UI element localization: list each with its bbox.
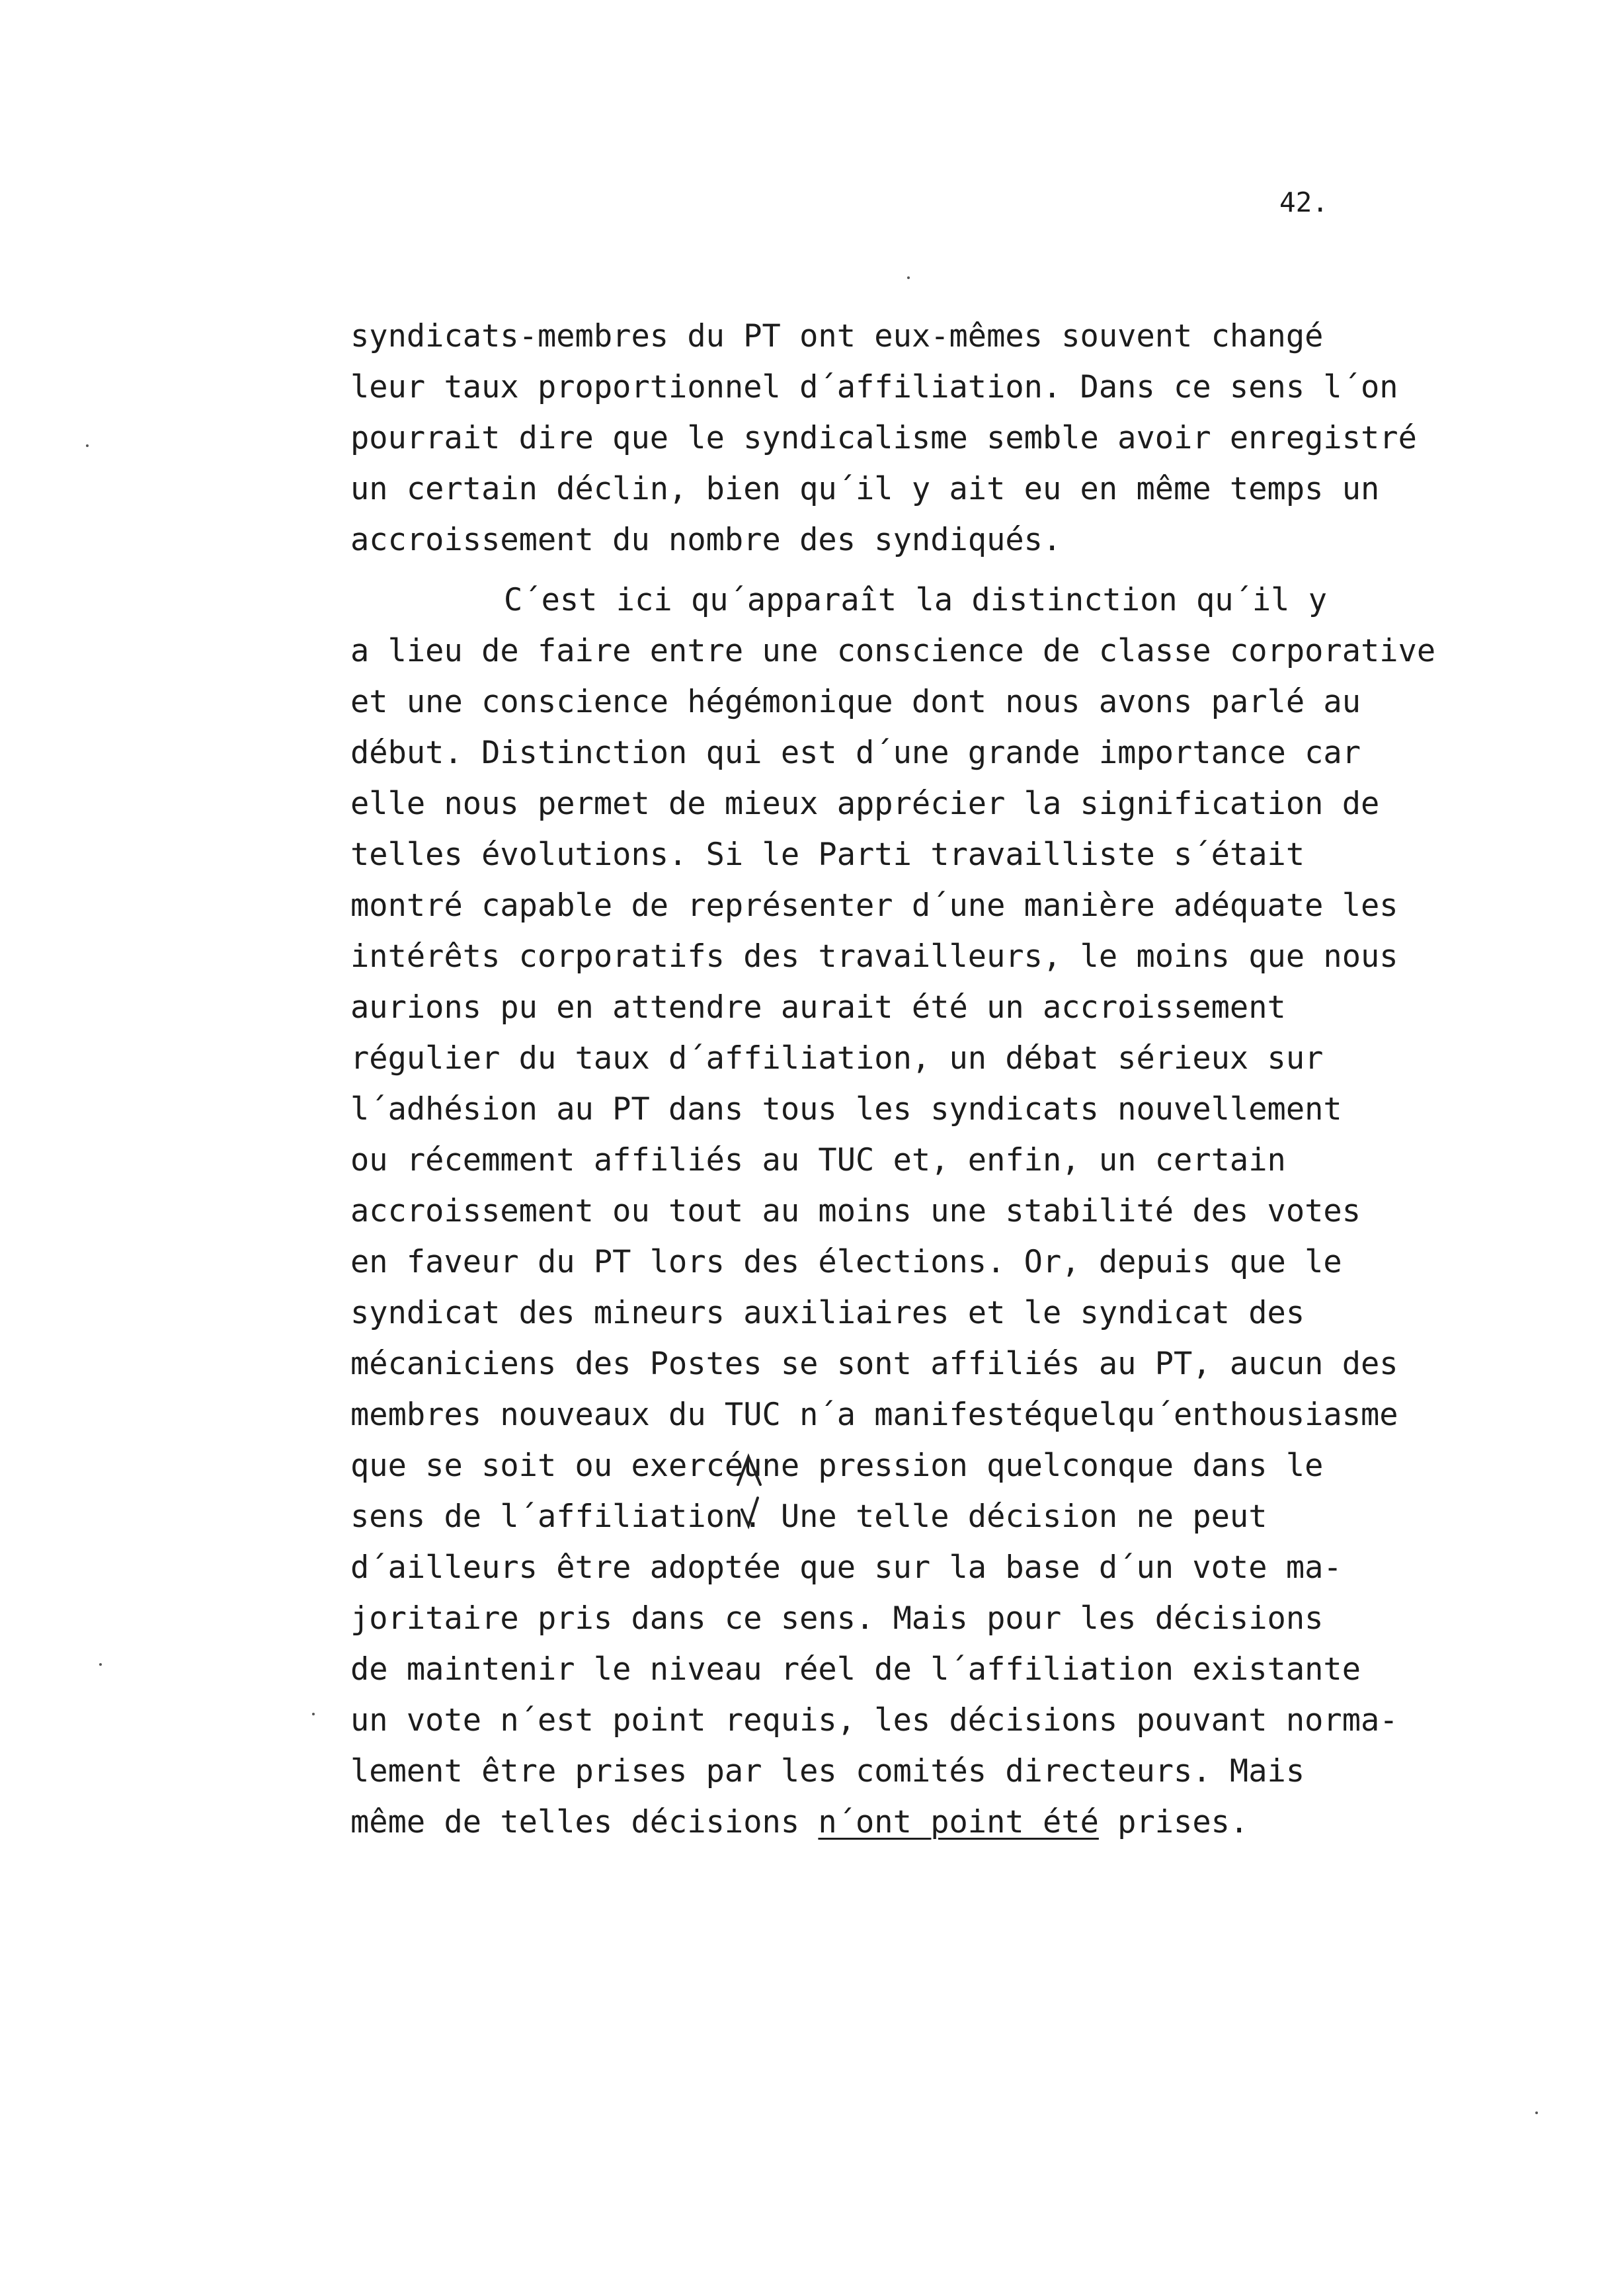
text-line: lement être prises par les comités directeurs. Mais xyxy=(350,1753,1305,1789)
text-line: de maintenir le niveau réel de l´affiliation existante xyxy=(350,1651,1361,1688)
scan-speck xyxy=(1535,2112,1538,2114)
text-line: d´ailleurs être adoptée que sur la base d´un vote ma- xyxy=(350,1549,1342,1586)
text-line: accroissement ou tout au moins une stabilité des votes xyxy=(350,1193,1361,1229)
text-line: accroissement du nombre des syndiqués. xyxy=(350,522,1062,558)
scan-speck xyxy=(907,276,910,279)
paragraph-1 xyxy=(350,311,1527,565)
scan-speck xyxy=(86,444,89,447)
text-line: mécaniciens des Postes se sont affiliés au PT, aucun des xyxy=(350,1346,1398,1382)
text-line: début. Distinction qui est d´une grande importance car xyxy=(350,735,1361,771)
text-line: intérêts corporatifs des travailleurs, le moins que nous xyxy=(350,938,1398,975)
scan-speck xyxy=(312,1713,315,1715)
text-line: a lieu de faire entre une conscience de classe corporative xyxy=(350,633,1436,669)
text-line: elle nous permet de mieux apprécier la signification de xyxy=(350,786,1380,822)
page-number: 42. xyxy=(1279,186,1329,218)
text-line: en faveur du PT lors des élections. Or, depuis que le xyxy=(350,1244,1342,1280)
text-line: un certain déclin, bien qu´il y ait eu en même temps un xyxy=(350,471,1380,507)
underlined-phrase: n´ont point été xyxy=(818,1804,1099,1840)
text-line: l´adhésion au PT dans tous les syndicats nouvellement xyxy=(350,1091,1342,1128)
text-line: leur taux proportionnel d´affiliation. Dans ce sens l´on xyxy=(350,369,1398,405)
text-line: pourrait dire que le syndicalisme semble avoir enregistré xyxy=(350,420,1417,456)
final-line-start: même de telles décisions xyxy=(350,1804,819,1840)
paragraph-2 xyxy=(350,575,1527,1848)
text-line: régulier du taux d´affiliation, un débat sérieux sur xyxy=(350,1040,1324,1077)
text-line: aurions pu en attendre aurait été un accroissement xyxy=(350,989,1286,1026)
text-line: montré capable de représenter d´une manière adéquate les xyxy=(350,887,1398,924)
text-line: syndicat des mineurs auxiliaires et le syndicat des xyxy=(350,1295,1305,1331)
text-line-indented: C´est ici qu´apparaît la distinction qu´il y xyxy=(504,582,1328,618)
final-line-end: prises. xyxy=(1098,1804,1249,1840)
text-line: membres nouveaux du TUC n´a manifestéquelqu´enthousiasme xyxy=(350,1397,1398,1433)
text-line: que se soit ou exercéune pression quelconque dans le xyxy=(350,1448,1324,1484)
final-text-line xyxy=(350,1797,1527,1848)
paragraph-gap xyxy=(350,565,1527,575)
text-line: ou récemment affiliés au TUC et, enfin, un certain xyxy=(350,1142,1286,1178)
scan-speck xyxy=(99,1663,102,1666)
text-line: sens de l´affiliation. Une telle décision ne peut xyxy=(350,1498,1267,1535)
text-line: syndicats-membres du PT ont eux-mêmes souvent changé xyxy=(350,318,1324,354)
text-line: et une conscience hégémonique dont nous avons parlé au xyxy=(350,684,1361,720)
body-text xyxy=(350,311,1527,1848)
text-line: joritaire pris dans ce sens. Mais pour les décisions xyxy=(350,1600,1324,1637)
handwritten-insertion-mark xyxy=(735,1452,764,1531)
text-line: telles évolutions. Si le Parti travailliste s´était xyxy=(350,837,1305,873)
text-line: un vote n´est point requis, les décisions pouvant norma- xyxy=(350,1702,1398,1739)
